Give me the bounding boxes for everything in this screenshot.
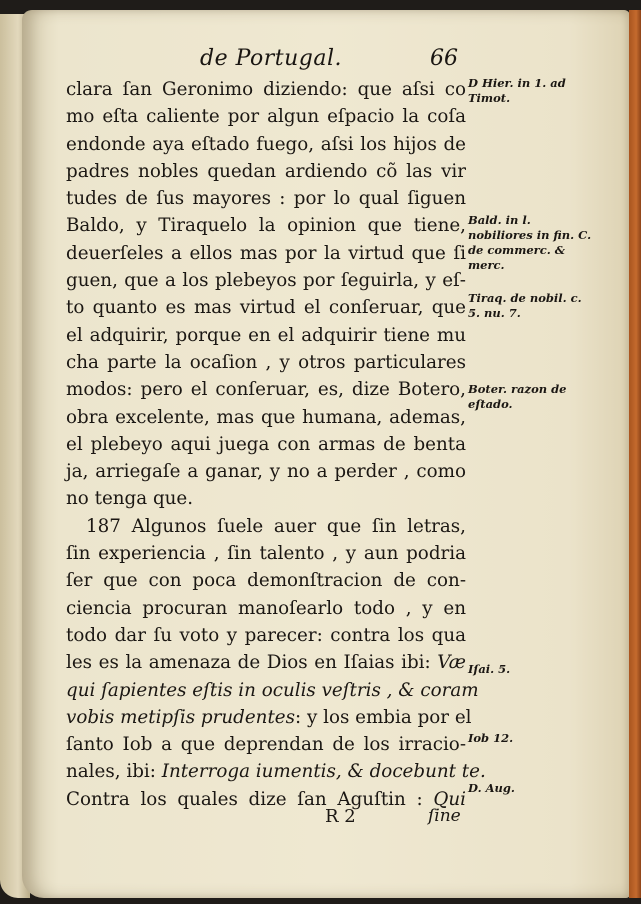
marginal-note: Iob 12.: [468, 731, 514, 745]
signature-mark: R 2: [325, 806, 356, 827]
latin-quote: vobis metipſis prudentes: [66, 706, 295, 728]
text-line: modos: pero el conſeruar, es, dize Botero,: [66, 379, 466, 401]
text-line: nales, ibi: Interroga iumentis, & docebunt te.: [66, 761, 486, 783]
text-line: el plebeyo aqui juega con armas de benta: [66, 433, 466, 455]
text-line: ciencia procuran manoſearlo todo , y en: [66, 597, 466, 619]
text-line: no tenga que.: [66, 488, 194, 510]
page-number: 66: [430, 46, 458, 71]
text-line: clara ſan Geronimo diziendo: que aſsi co: [66, 79, 466, 100]
text-line: vobis metipſis prudentes: y los embia por el: [66, 706, 472, 728]
running-head: de Portugal.: [200, 46, 343, 71]
text-line: deuerſeles a ellos mas por la virtud que ſi: [66, 242, 466, 264]
text-line: endonde aya eſtado fuego, aſsi los hijos de: [66, 133, 466, 155]
text-line: ſer que con poca demonſtracion de con-: [66, 570, 466, 592]
paragraph-start-line: 187 Algunos ſuele auer que ſin letras,: [86, 515, 466, 537]
marginal-note: Bald. in l. nobiliores in fin. C. de commerc. & merc.: [468, 213, 592, 272]
text-line: cha parte la ocaſion , y otros particulares: [66, 351, 466, 373]
text-line: ſin experiencia , ſin talento , y aun podria: [66, 543, 466, 565]
marginal-note: Boter. razon de eſtado.: [468, 382, 567, 411]
text-line: guen, que a los plebeyos por ſeguirla, y eſ-: [66, 270, 466, 292]
latin-quote: qui ſapientes eſtis in oculis veſtris , & coram: [66, 679, 479, 701]
text-line: padres nobles quedan ardiendo cõ las vir: [66, 160, 466, 182]
body-text: [66, 76, 486, 813]
page-edge-gilt: [629, 10, 641, 898]
text-line: tudes de ſus mayores : por lo qual ſiguen: [66, 188, 466, 210]
text-line: [66, 677, 479, 704]
marginal-note: Iſai. 5.: [468, 662, 511, 676]
text-line: Contra los quales dize ſan Aguſtin : Qui: [66, 788, 466, 810]
marginal-note: D Hier. in 1. ad Timot.: [468, 76, 566, 105]
marginal-note: Tiraq. de nobil. c. 5. nu. 7.: [468, 291, 582, 320]
latin-quote: Interroga iumentis, & docebunt te.: [161, 761, 486, 783]
text-line: les es la amenaza de Dios en Iſaias ibi: Væ: [66, 652, 466, 674]
text-line: obra excelente, mas que humana, ademas,: [66, 406, 466, 428]
latin-quote: Qui: [433, 788, 466, 810]
text-line: todo dar ſu voto y parecer: contra los qua: [66, 624, 466, 646]
text-line: ſanto Iob a que deprendan de los irracio-: [66, 734, 466, 756]
text-line: Baldo, y Tiraquelo la opinion que tiene,: [66, 215, 466, 237]
text-line: ja, arriegaſe a ganar, y no a perder , como: [66, 461, 466, 483]
text-line: mo eſta caliente por algun eſpacio la coſa: [66, 106, 466, 128]
catchword: ſine: [428, 806, 461, 826]
marginal-note: D. Aug.: [468, 781, 515, 795]
text-line: el adquirir, porque en el adquirir tiene mu: [66, 324, 466, 346]
text-line: to quanto es mas virtud el conſeruar, que: [66, 297, 466, 319]
latin-quote: Væ: [437, 652, 466, 674]
